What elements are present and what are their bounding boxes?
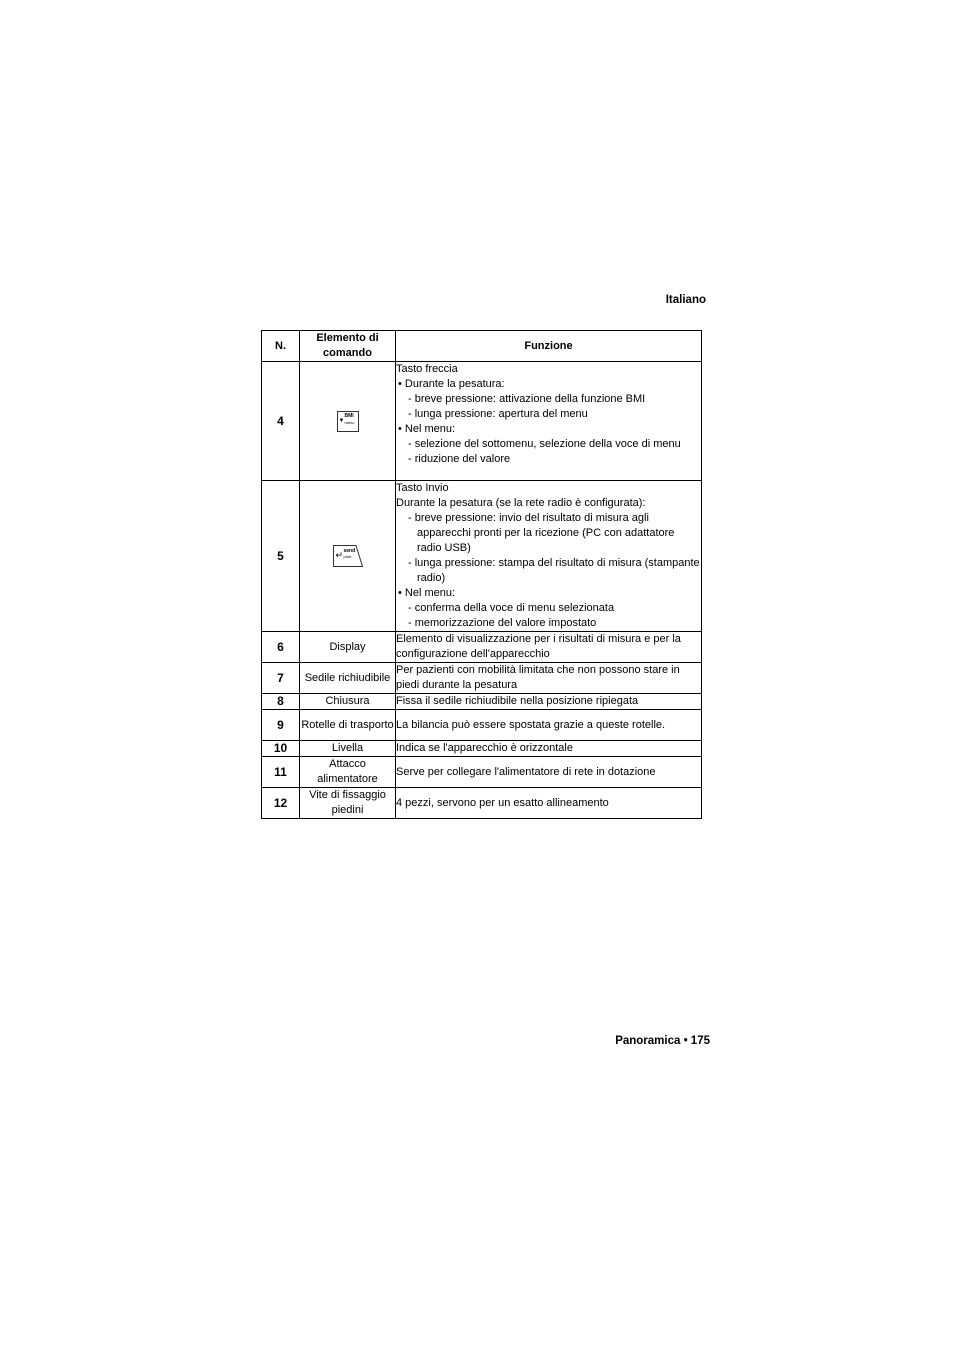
function-dash-item: - breve pressione: attivazione della funzione BMI — [408, 393, 646, 405]
row-number: 6 — [262, 632, 300, 663]
element-cell — [300, 481, 396, 632]
page-footer: Panoramica • 175 — [615, 1035, 710, 1047]
table-row — [262, 788, 702, 819]
element-cell — [300, 362, 396, 481]
key-enter-glyph: ↵ — [335, 550, 344, 560]
row-number: 11 — [262, 757, 300, 788]
function-dash-item: - memorizzazione del valore impostato — [408, 617, 597, 629]
enter-send-print-key-icon — [333, 545, 363, 567]
function-dash-item: - riduzione del valore — [408, 453, 511, 465]
key-top-label: BMI — [344, 412, 354, 419]
column-header-number: N. — [262, 331, 300, 362]
function-text: Fissa il sedile richiudibile nella posizione ripiegata — [396, 694, 702, 710]
row-number: 7 — [262, 663, 300, 694]
row-number: 12 — [262, 788, 300, 819]
function-dash-item: - conferma della voce di menu selezionata — [408, 602, 615, 614]
element-name: Vite di fissaggio piedini — [300, 788, 396, 819]
key-top-label: send — [343, 548, 356, 554]
key-bottom-label: print — [343, 554, 352, 559]
element-name: Attacco alimentatore — [300, 757, 396, 788]
function-dash-item: - lunga pressione: apertura del menu — [408, 408, 588, 420]
function-bullet: • Nel menu: — [398, 423, 456, 435]
element-name: Livella — [300, 741, 396, 757]
function-text: Serve per collegare l'alimentatore di rete in dotazione — [396, 757, 702, 788]
section-language-header: Italiano — [665, 294, 706, 306]
table-header-row — [262, 331, 702, 362]
function-cell — [396, 362, 702, 481]
key-bottom-label: menu — [344, 419, 355, 425]
row-number: 8 — [262, 694, 300, 710]
controls-table — [261, 330, 702, 819]
element-name: Rotelle di trasporto — [300, 710, 396, 741]
function-line: Tasto freccia — [396, 363, 458, 375]
function-text: Per pazienti con mobilità limitata che non possono stare in piedi durante la pesatura — [396, 663, 702, 694]
table-row — [262, 710, 702, 741]
table-row — [262, 741, 702, 757]
function-bullet: • Durante la pesatura: — [398, 378, 505, 390]
row-number: 9 — [262, 710, 300, 741]
table-row — [262, 632, 702, 663]
element-name: Display — [300, 632, 396, 663]
element-name: Sedile richiudibile — [300, 663, 396, 694]
function-cell — [396, 481, 702, 632]
function-line: Durante la pesatura (se la rete radio è configurata): — [396, 497, 646, 509]
function-dash-item: - lunga pressione: stampa del risultato di misura (stampante radio) — [408, 557, 700, 584]
function-text: Elemento di visualizzazione per i risultati di misura e per la configurazione dell'apparecchio — [396, 632, 702, 663]
row-number: 5 — [262, 481, 300, 632]
function-text: 4 pezzi, servono per un esatto allineamento — [396, 788, 702, 819]
table-row — [262, 481, 702, 632]
table-row — [262, 663, 702, 694]
row-number: 4 — [262, 362, 300, 481]
element-name: Chiusura — [300, 694, 396, 710]
arrow-down-bmi-menu-key-icon — [337, 411, 359, 432]
function-dash-item: - selezione del sottomenu, selezione della voce di menu — [408, 438, 681, 450]
table-row — [262, 694, 702, 710]
table-row — [262, 362, 702, 481]
row-number: 10 — [262, 741, 300, 757]
function-bullet: • Nel menu: — [398, 587, 456, 599]
function-line: Tasto Invio — [396, 482, 449, 494]
function-dash-item: - breve pressione: invio del risultato di misura agli apparecchi pronti per la ricezione (PC con adattatore radio USB) — [408, 512, 675, 554]
key-arrow-glyph: ▼ — [338, 417, 345, 424]
function-text: La bilancia può essere spostata grazie a queste rotelle. — [396, 710, 702, 741]
column-header-function: Funzione — [396, 331, 702, 362]
column-header-element: Elemento di comando — [300, 331, 396, 362]
function-text: Indica se l'apparecchio è orizzontale — [396, 741, 702, 757]
table-row — [262, 757, 702, 788]
